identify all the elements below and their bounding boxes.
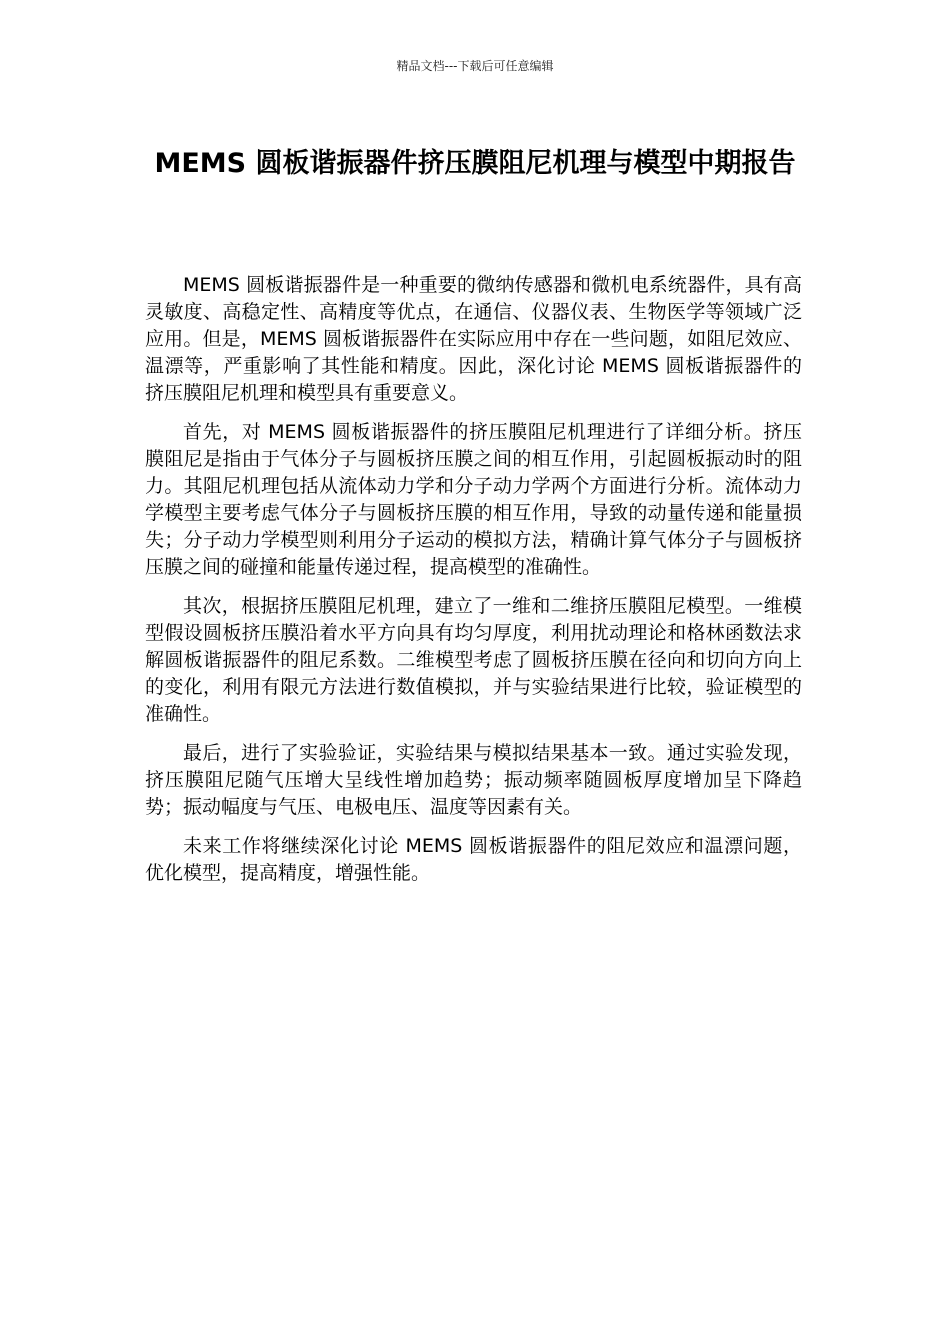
paragraph-future-work: 未来工作将继续深化讨论 MEMS 圆板谐振器件的阻尼效应和温漂问题，优化模型，提高精度，增强性能。 [145, 835, 802, 884]
paragraph-models: 其次，根据挤压膜阻尼机理，建立了一维和二维挤压膜阻尼模型。一维模型假设圆板挤压膜沿着水平方向具有均匀厚度，利用扰动理论和格林函数法求解圆板谐振器件的阻尼系数。二维模型考虑了圆板挤压膜在径向和切向方向上的变化，利用有限元方法进行数值模拟，并与实验结果进行比较，验证模型的准确性。 [145, 595, 802, 725]
paragraph-mechanism: 首先，对 MEMS 圆板谐振器件的挤压膜阻尼机理进行了详细分析。挤压膜阻尼是指由于气体分子与圆板挤压膜之间的相互作用，引起圆板振动时的阻力。其阻尼机理包括从流体动力学和分子动力学两个方面进行分析。流体动力学模型主要考虑气体分子与圆板挤压膜的相互作用，导致的动量传递和能量损失；分子动力学模型则利用分子运动的模拟方法，精确计算气体分子与圆板挤压膜之间的碰撞和能量传递过程，提高模型的准确性。 [145, 421, 802, 578]
paragraph-intro: MEMS 圆板谐振器件是一种重要的微纳传感器和微机电系统器件，具有高灵敏度、高稳定性、高精度等优点，在通信、仪器仪表、生物医学等领域广泛应用。但是，MEMS 圆板谐振器件在实际应用中存在一些问题，如阻尼效应、温漂等，严重影响了其性能和精度。因此，深化讨论 MEMS 圆板谐振器件的挤压膜阻尼机理和模型具有重要意义。 [145, 274, 802, 404]
document-title: MEMS 圆板谐振器件挤压膜阻尼机理与模型中期报告 [154, 148, 796, 179]
document-body [145, 272, 802, 899]
header-note: 精品文档---下载后可任意编辑 [396, 59, 554, 73]
paragraph-experiment: 最后，进行了实验验证，实验结果与模拟结果基本一致。通过实验发现，挤压膜阻尼随气压增大呈线性增加趋势；振动频率随圆板厚度增加呈下降趋势；振动幅度与气压、电极电压、温度等因素有关。 [145, 742, 802, 818]
